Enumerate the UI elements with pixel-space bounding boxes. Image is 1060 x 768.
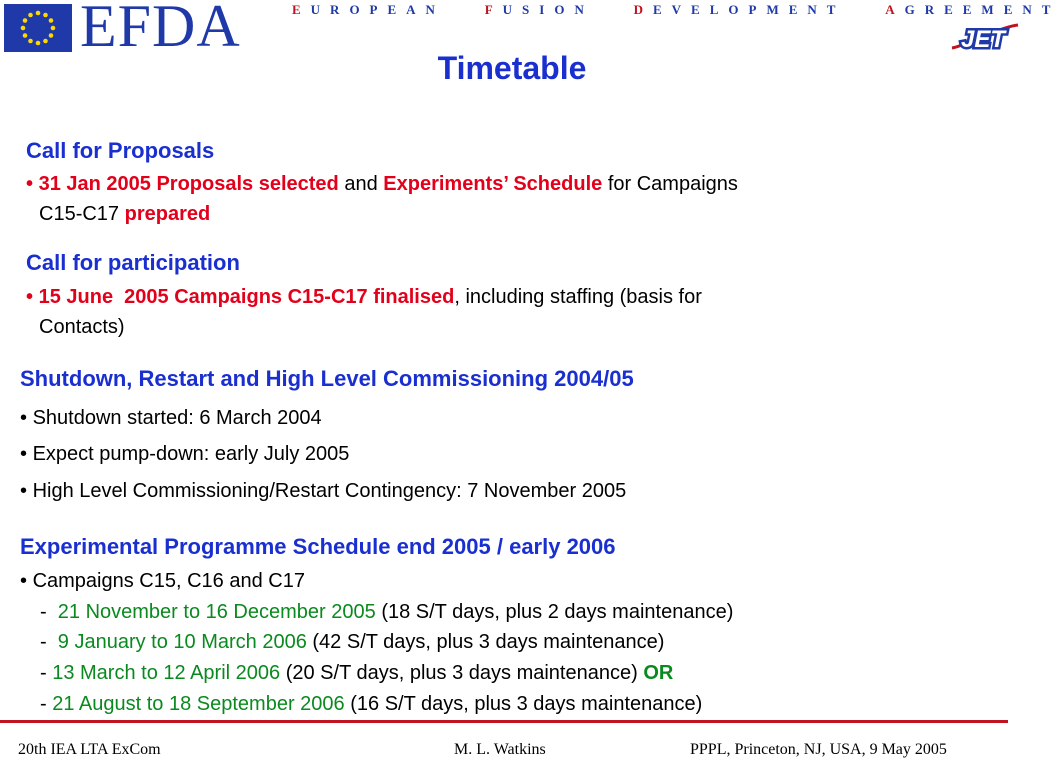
eu-star-icon — [43, 39, 48, 44]
campaign-dates: 21 August to 18 September 2006 — [52, 693, 345, 715]
proposals-line-2 — [39, 198, 210, 230]
eu-star-icon — [23, 18, 28, 23]
tagline-word: DEVELOPMENT — [633, 2, 846, 17]
tagline-word: EUROPEAN — [292, 2, 445, 17]
eu-star-icon — [49, 18, 54, 23]
participation-rest: , including staffing (basis for — [454, 286, 702, 308]
campaign-details: (18 S/T days, plus 2 days maintenance) — [381, 601, 734, 623]
eu-star-icon — [28, 13, 33, 18]
page-title: Timetable — [437, 50, 587, 86]
proposals-campaigns: C15-C17 — [39, 203, 120, 225]
proposals-line-1 — [26, 168, 738, 200]
list-item: • High Level Commissioning/Restart Contingency: 7 November 2005 — [20, 480, 627, 502]
participation-heading: Call for participation — [26, 250, 240, 275]
list-item: - 21 August to 18 September 2006 (16 S/T days, plus 3 days maintenance) — [40, 693, 703, 715]
footer-right: PPPL, Princeton, NJ, USA, 9 May 2005 — [690, 741, 947, 758]
list-item: - 9 January to 10 March 2006 (42 S/T days, plus 3 days maintenance) — [40, 631, 665, 653]
campaign-dates: 13 March to 12 April 2006 — [52, 662, 281, 684]
list-item: • Shutdown started: 6 March 2004 — [20, 407, 322, 429]
eu-star-icon — [49, 33, 54, 38]
footer-center: M. L. Watkins — [454, 741, 546, 758]
eu-star-icon — [51, 26, 56, 31]
list-item: - 13 March to 12 April 2006 (20 S/T days, plus 3 days maintenance) OR — [40, 662, 674, 684]
list-item: • Expect pump-down: early July 2005 — [20, 443, 350, 465]
eu-star-icon — [21, 26, 26, 31]
campaign-details: (20 S/T days, plus 3 days maintenance) — [285, 662, 638, 684]
campaigns-finalised: Campaigns C15-C17 finalised — [174, 286, 455, 308]
efda-logo: EFDA — [80, 0, 241, 59]
list-item: - 21 November to 16 December 2005 (18 S/T days, plus 2 days maintenance) — [40, 601, 734, 623]
tagline-word: FUSION — [484, 2, 594, 17]
proposals-prepared: prepared — [124, 203, 211, 225]
experiments-schedule: Experiments’ Schedule — [383, 173, 603, 195]
bullet: • — [26, 286, 34, 308]
campaign-or: OR — [643, 662, 674, 684]
footer-left: 20th IEA LTA ExCom — [18, 741, 161, 758]
footer-divider — [0, 720, 1008, 723]
svg-text:JET: JET — [960, 26, 1006, 53]
eu-star-icon — [23, 33, 28, 38]
eu-star-icon — [36, 11, 41, 16]
efda-tagline — [292, 2, 1060, 18]
tagline-word: AGREEMENT — [885, 2, 1060, 17]
participation-line-2: Contacts) — [39, 316, 125, 338]
proposals-and: and — [344, 173, 378, 195]
campaign-details: (16 S/T days, plus 3 days maintenance) — [350, 693, 703, 715]
participation-line-1 — [26, 281, 702, 313]
eu-flag-icon — [4, 4, 72, 52]
participation-date: 15 June 2005 — [38, 286, 169, 308]
proposals-rest: for Campaigns — [607, 173, 738, 195]
eu-star-icon — [28, 39, 33, 44]
campaign-details: (42 S/T days, plus 3 days maintenance) — [312, 631, 665, 653]
jet-logo — [946, 22, 1020, 52]
campaign-dates: 21 November to 16 December 2005 — [57, 601, 376, 623]
proposals-date: 31 Jan 2005 — [38, 173, 151, 195]
programme-intro: • Campaigns C15, C16 and C17 — [20, 570, 305, 592]
bullet: • — [26, 173, 34, 195]
proposals-selected: Proposals selected — [156, 173, 339, 195]
proposals-heading: Call for Proposals — [26, 138, 215, 163]
programme-heading: Experimental Programme Schedule end 2005 / early 2006 — [20, 534, 616, 559]
eu-star-icon — [36, 41, 41, 46]
campaign-dates: 9 January to 10 March 2006 — [57, 631, 307, 653]
eu-star-icon — [43, 13, 48, 18]
shutdown-heading: Shutdown, Restart and High Level Commissioning 2004/05 — [20, 366, 634, 391]
